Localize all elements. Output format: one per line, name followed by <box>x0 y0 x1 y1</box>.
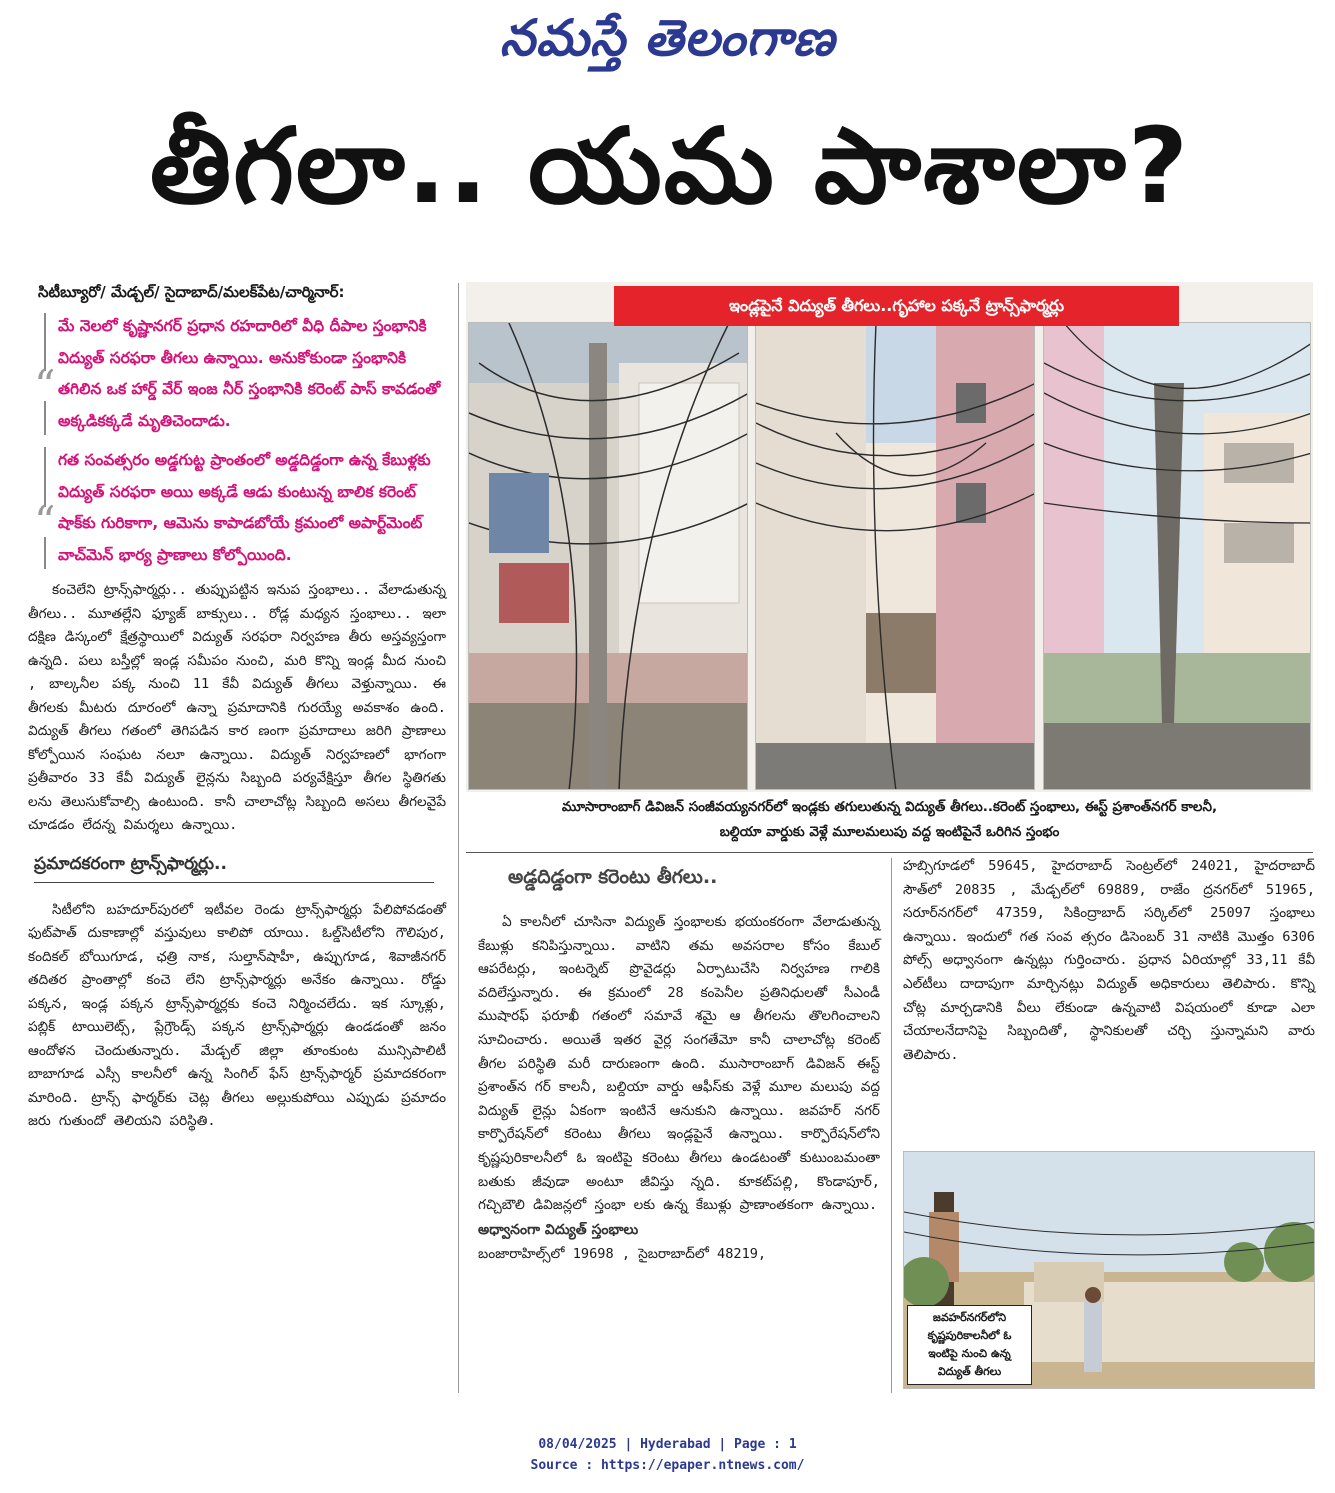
article-paragraph: హబ్సిగూడలో 59645, హైదరాబాద్ సెంట్రల్‌లో 24021, హైదరాబాద్ సౌత్‌లో 20835 , మేడ్చల్‌లో 69889, రాజేం ద్రనగర్‌లో 51965, సరూర్‌నగర్‌లో 47359, సికింద్రాబాద్ సర్కిల్‌లో 25097 స్తంభాలు ఉన్నాయి. ఇందులో గత సంవ త్సరం డిసెంబర్ 31 నాటికి మొత్తం 6306 పోల్స్ అధ్వానంగా ఉన్నట్లు గుర్తించారు. ప్రధాన ఏరియాల్లో 33,11 కేవీ ఎల్‌టీలు దాదాపుగా మార్చినట్లు విద్యుత్ అధికారులు తెలిపారు. కొన్ని చోట్ల మార్చడానికి వీలు లేకుండా ఉన్నవాటి విషయంలో కూడా ఎలా చేయాలనేదానిపై సిబ్బందితో, స్థానికులతో చర్చి స్తున్నామని వారు తెలిపారు. <box>903 858 1315 1063</box>
masthead-title: నమస్తే తెలంగాణ <box>499 8 836 67</box>
byline: సిటీబ్యూరో/ మేడ్చల్/ సైదాబాద్/మలక్‌పేట/చార్మినార్: <box>38 283 345 301</box>
photo-wires-building-2 <box>755 322 1035 790</box>
photo-illustration <box>1044 323 1311 790</box>
article-paragraph: బంజారాహిల్స్‌లో 19698 , సైబరాబాద్‌లో 48219, <box>478 1245 767 1262</box>
pull-quote-2 <box>28 445 446 571</box>
quote-mark-icon: “ <box>34 361 56 410</box>
photo-wires-building-1 <box>468 322 748 790</box>
section-rule <box>466 852 1313 853</box>
article-paragraph: ఏ కాలనీలో చూసినా విద్యుత్ స్తంభాలకు భయంకరంగా వేలాడుతున్న కేబుళ్లు కనిపిస్తున్నాయి. వాటిని తమ అవసరాల కోసం కేబుల్ ఆపరేటర్లు, ఇంటర్నెట్ ప్రొవైడర్లు ఏర్పాటుచేసి నిర్వహణ గాలికి వదిలేస్తున్నారు. ఈ క్రమంలో 28 కంపెనీల ప్రతినిధులతో సీఎండీ ముషారఫ్ ఫరూఖీ గతంలో సమావే శమై ఆ తీగలను తొలగించాలని సూచించారు. అయితే ఇతర వైర్ల సంగతేమో కానీ చాలాచోట్ల కరెంట్ తీగల పరిస్థితి మరీ దారుణంగా ఉంది. ముసారాంబాగ్ డివిజన్ ఈస్ట్ ప్రశాంత్‌న గర్ కాలనీ, బల్దియా వార్డు ఆఫీస్‌కు వెళ్లే మూల మలుపు వద్ద విద్యుత్ లైన్లు ఏకంగా ఇంటినే ఆనుకుని ఉన్నాయి. జవహర్ నగర్ కార్పొరేషన్‌లో కరెంటు తీగలు ఇండ్లపైనే ఉన్నాయి. కార్పొరేషన్‌లోని కృష్ణపురికాలనీలో ఓ ఇంటిపై కరెంటు తీగలు ఉండటంతో కుటుంబమంతా బతుకు జీవుడా అంటూ జీవిస్తు న్నది. కూకట్‌పల్లి, కొండాపూర్, గచ్చిబౌలి డివిజన్లలో స్తంభా లకు ఉన్న కేబుళ్లు ప్రాణాంతకంగా ఉన్నాయి. <box>478 914 880 1214</box>
page-footer <box>0 1434 1335 1476</box>
photo-caption-line: బల్దియా వార్డుకు వెళ్లే మూలమలుపు వద్ద ఇంటిపైనే ఒరిగిన స్తంభం <box>719 824 1060 840</box>
newspaper-masthead <box>0 8 1335 78</box>
small-photo-caption: జవహర్‌నగర్‌లోని కృష్ణపురికాలనీలో ఓ ఇంటిపై నుంచి ఉన్న విద్యుత్ తీగలు <box>907 1305 1032 1385</box>
photo-caption-line: మూసారాంబాగ్ డివిజన్ సంజీవయ్యనగర్‌లో ఇండ్లకు తగులుతున్న విద్యుత్ తీగలు..కరెంట్ స్తంభాలు, ఈస్ట్ ప్రశాంత్‌నగర్ కాలనీ, <box>561 799 1218 815</box>
photo-banner: ఇండ్లపైనే విద్యుత్ తీగలు..గృహాల పక్కనే ట్రాన్స్‌ఫార్మర్లు <box>614 286 1179 326</box>
article-column-2 <box>478 866 880 1266</box>
article-column-1 <box>28 283 446 1134</box>
column-divider <box>891 858 892 1393</box>
article-headline <box>30 105 1310 255</box>
photo-jawaharnagar <box>903 1151 1315 1389</box>
pull-quote-text: మే నెలలో కృష్ణానగర్ ప్రధాన రహదారిలో వీధి దీపాల స్తంభానికి విద్యుత్ సరఫరా తీగలు ఉన్నాయి. అనుకోకుండా స్తంభానికి తగిలిన ఒక హార్డ్ వేర్ ఇంజ నీర్ స్తంభానికి కరెంట్ పాస్ కావడంతో అక్కడికక్కడే మృతిచెందాడు. <box>58 317 441 430</box>
article-column-3 <box>903 855 1315 1067</box>
footer-date-line: 08/04/2025 | Hyderabad | Page : 1 <box>538 1437 797 1452</box>
article-paragraph: కంచెలేని ట్రాన్స్‌ఫార్మర్లు.. తుప్పుపట్టిన ఇనుప స్తంభాలు.. వేలాడుతున్న తీగలు.. మూతల్లేని ఫ్యూజ్ బాక్సులు.. రోడ్ల మధ్యన స్తంభాలు.. ఇలా దక్షిణ డిస్కంలో క్షేత్రస్థాయిలో విద్యుత్ సరఫరా నిర్వహణ తీరు అస్తవ్యస్తంగా ఉన్నది. పలు బస్తీల్లో ఇండ్ల సమీపం నుంచి, మరి కొన్ని ఇండ్ల మీద నుంచి , బాల్కనీల పక్క నుంచి 11 కేవీ విద్యుత్ తీగలు వెళ్తున్నాయి. ఈ తీగలకు మీటరు దూరంలో ఉన్నా ప్రమాదానికి గురయ్యే అవకాశం ఉంది. విద్యుత్ తీగలు గతంలో తెగిపడిన కార ణంగా ప్రమాదాలు జరిగి ప్రాణాలు కోల్పోయిన సంఘట నలూ ఉన్నాయి. విద్యుత్ నిర్వహణలో భాగంగా ప్రతీవారం 33 కేవీ విద్యుత్ లైన్లను సిబ్బంది పర్యవేక్షిస్తూ తీగల స్థితిగతు లను తెలుసుకోవాల్సి ఉంటుంది. కానీ చాలాచోట్ల సిబ్బంది అసలు తీగలవైపే చూడడం లేదన్న విమర్శలు ఉన్నాయి. <box>28 582 446 833</box>
article-paragraph: సిటీలోని బహదూర్‌పురలో ఇటీవల రెండు ట్రాన్స్‌ఫార్మర్లు పేలిపోవడంతో ఫుట్‌పాత్ దుకాణాల్లో వస్తువులు కాలిపో యాయి. ఓల్డ్‌సిటీలోని గౌలిపుర, కందికల్ బోయిగూడ, ఛత్రి నాక, సుల్తాన్‌షాహీ, ఉప్పుగూడ, శివాజీనగర్ తదితర ప్రాంతాల్లో కంచె లేని ట్రాన్స్‌ఫార్మర్లు అనేకం ఉన్నాయి. రోడ్డు పక్కన, ఇండ్ల పక్కన ట్రాన్స్‌ఫార్మర్లకు కంచె నిర్మించలేదు. ఇక స్కూళ్లు, పబ్లిక్ టాయిలెట్స్, ప్లేగ్రౌండ్స్ పక్కన ట్రాన్స్‌ఫార్మర్లు ఉండడంతో జనం ఆందోళన చెందుతున్నారు. మేడ్చల్ జిల్లా తూంకుంట మున్సిపాలిటీ బాబాగూడ ఎస్సీ కాలనీలో ఉన్న సింగిల్ ఫేస్ ట్రాన్స్‌ఫార్మర్ ప్రమాదకరంగా మారింది. ట్రాన్స్ ఫార్మర్‌కు చెట్ల తీగలు అల్లుకుపోయి ఎప్పుడు ప్రమాదం జరు గుతుందో తెలియని పరిస్థితి. <box>28 901 446 1129</box>
section-subhead: అధ్వానంగా విద్యుత్ స్తంభాలు <box>478 1221 639 1238</box>
footer-source-link[interactable]: Source : https://epaper.ntnews.com/ <box>530 1458 805 1473</box>
photo-collage <box>466 282 1313 792</box>
photo-illustration <box>469 323 748 790</box>
column-divider <box>458 283 459 1393</box>
pull-quote-1 <box>28 311 446 437</box>
pull-quote-text: గత సంవత్సరం అడ్డగుట్ట ప్రాంతంలో అడ్డదిడ్డంగా ఉన్న కేబుళ్లకు విద్యుత్ సరఫరా అయి అక్కడే ఆడు కుంటున్న బాలిక కరెంట్ షాక్‌కు గురికాగా, ఆమెను కాపాడబోయే క్రమంలో అపార్ట్‌మెంట్ వాచ్‌మెన్ భార్య ప్రాణాలు కోల్పోయింది. <box>58 451 431 564</box>
headline-text: తీగలా.. యమ పాశాలా? <box>149 105 1191 227</box>
quote-mark-icon: “ <box>34 497 56 546</box>
photo-illustration <box>756 323 1035 790</box>
photo-caption <box>466 795 1313 845</box>
section-subhead: అడ్డదిడ్డంగా కరెంటు తీగలు.. <box>508 866 718 888</box>
section-subhead: ప్రమాదకరంగా ట్రాన్స్‌ఫార్మర్లు.. <box>34 854 434 883</box>
photo-leaning-pole <box>1043 322 1311 790</box>
